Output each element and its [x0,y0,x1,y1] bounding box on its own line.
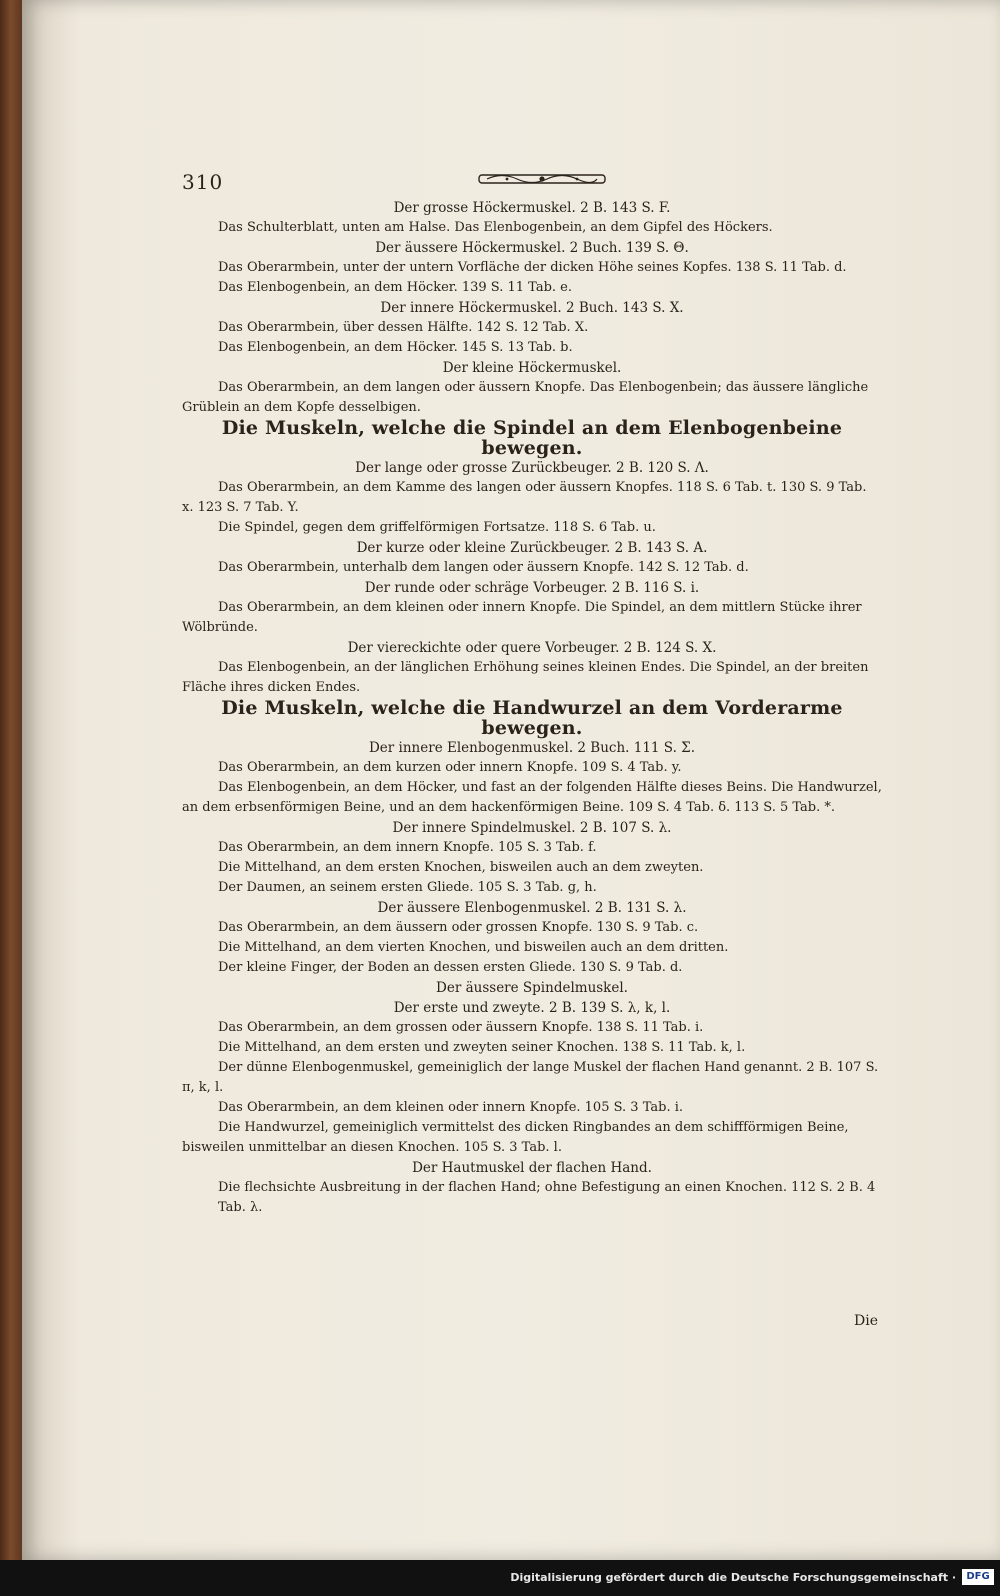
muscle-heading: Der kurze oder kleine Zurückbeuger. 2 B. 143 S. A. [356,540,708,556]
attachment-entry: Das Oberarmbein, unter der untern Vorfläche der dicken Höhe seines Kopfes. 138 S. 11 Tab. d. [218,260,847,275]
muscle-heading: Der lange oder grosse Zurückbeuger. 2 B. 120 S. Λ. [355,460,709,476]
muscle-heading: Der innere Spindelmuskel. 2 B. 107 S. λ. [392,820,672,836]
footer-bar [0,1560,1000,1596]
attachment-entry: Der Daumen, an seinem ersten Gliede. 105 S. 3 Tab. g, h. [218,880,597,895]
muscle-heading: Der runde oder schräge Vorbeuger. 2 B. 116 S. i. [364,580,700,596]
footer-credit: Digitalisierung gefördert durch die Deutsche Forschungsgemeinschaft · [510,1571,956,1584]
muscle-heading: Der innere Höckermuskel. 2 Buch. 143 S. X. [380,300,684,316]
attachment-entry: Das Oberarmbein, an dem langen oder äussern Knopfe. Das Elenbogenbein; das äussere längliche Grüblein an dem Kopfe desselbigen. [182,380,869,415]
section-heading: Die Muskeln, welche die Spindel an dem Elenbogenbeine bewegen. [221,417,843,459]
attachment-entry: Der kleine Finger, der Boden an dessen ersten Gliede. 130 S. 9 Tab. d. [218,960,683,975]
muscle-heading: Der Hautmuskel der flachen Hand. [412,1160,652,1176]
catchword: Die [854,1313,878,1329]
muscle-heading: Der viereckichte oder quere Vorbeuger. 2 B. 124 S. X. [347,640,717,656]
attachment-entry: Die Mittelhand, an dem ersten und zweyten seiner Knochen. 138 S. 11 Tab. k, l. [218,1040,746,1055]
attachment-entry: Das Elenbogenbein, an dem Höcker. 145 S. 13 Tab. b. [218,340,573,355]
attachment-entry: Das Oberarmbein, an dem kurzen oder innern Knopfe. 109 S. 4 Tab. y. [218,760,682,775]
muscle-heading: Der innere Elenbogenmuskel. 2 Buch. 111 S. Σ. [368,740,695,756]
attachment-entry: Die Mittelhand, an dem vierten Knochen, und bisweilen auch an dem dritten. [218,940,729,955]
attachment-entry: Das Oberarmbein, an dem grossen oder äussern Knopfe. 138 S. 11 Tab. i. [218,1020,704,1035]
attachment-entry: Das Elenbogenbein, an der länglichen Erhöhung seines kleinen Endes. Die Spindel, an der breiten Fläche ihres dicken Endes. [182,660,869,695]
attachment-entry: Das Oberarmbein, an dem kleinen oder innern Knopfe. 105 S. 3 Tab. i. [218,1100,684,1115]
ornament-icon [477,170,607,188]
attachment-entry: Das Oberarmbein, an dem kleinen oder innern Knopfe. Die Spindel, an dem mittlern Stücke ihrer Wölbründe. [182,600,862,635]
attachment-entry: Die Spindel, gegen dem griffelförmigen Fortsatze. 118 S. 6 Tab. u. [218,520,656,535]
page-number: 310 [182,170,224,194]
attachment-entry: Das Elenbogenbein, an dem Höcker. 139 S. 11 Tab. e. [218,280,572,295]
attachment-entry: Das Oberarmbein, an dem Kamme des langen oder äussern Knopfes. 118 S. 6 Tab. t. 130 S. 9 Tab. x. 123 S. 7 Tab. Y. [182,480,867,515]
muscle-heading: Der grosse Höckermuskel. 2 B. 143 S. F. [393,200,671,216]
muscle-heading: Der erste und zweyte. 2 B. 139 S. λ, k, l. [393,1000,671,1016]
muscle-heading: Der äussere Spindelmuskel. [436,980,628,996]
attachment-entry: Die Mittelhand, an dem ersten Knochen, bisweilen auch an dem zweyten. [218,860,704,875]
book-page [22,0,1000,1560]
attachment-entry: Der dünne Elenbogenmuskel, gemeiniglich der lange Muskel der flachen Hand genannt. 2 B. 107 S. π, k, l. [182,1060,879,1095]
attachment-entry: Die flechsichte Ausbreitung in der flachen Hand; ohne Befestigung an einen Knochen. 112 S. 2 B. 4 Tab. λ. [218,1180,876,1215]
attachment-entry: Die Handwurzel, gemeiniglich vermittelst des dicken Ringbandes an dem schiffförmigen Beine, bisweilen unmittelbar an diesen Knochen. 105 S. 3 Tab. l. [182,1120,849,1155]
attachment-entry: Das Oberarmbein, an dem äussern oder grossen Knopfe. 130 S. 9 Tab. c. [218,920,699,935]
attachment-entry: Das Oberarmbein, unterhalb dem langen oder äussern Knopfe. 142 S. 12 Tab. d. [218,560,749,575]
page-text [182,198,882,1218]
muscle-heading: Der kleine Höckermuskel. [442,360,622,376]
book-spine [0,0,24,1560]
section-heading: Die Muskeln, welche die Handwurzel an dem Vorderarme bewegen. [221,697,843,739]
dfg-logo: DFG [962,1569,994,1585]
muscle-heading: Der äussere Höckermuskel. 2 Buch. 139 S. Θ. [375,240,689,256]
attachment-entry: Das Oberarmbein, über dessen Hälfte. 142 S. 12 Tab. X. [218,320,589,335]
attachment-entry: Das Elenbogenbein, an dem Höcker, und fast an der folgenden Hälfte dieses Beins. Die Handwurzel, an dem erbsenförmigen Beine, und an dem hackenförmigen Beine. 109 S. 4 Tab. δ. 113 S. 5 Tab. *. [182,780,882,815]
attachment-entry: Das Oberarmbein, an dem innern Knopfe. 105 S. 3 Tab. f. [218,840,597,855]
attachment-entry: Das Schulterblatt, unten am Halse. Das Elenbogenbein, an dem Gipfel des Höckers. [218,220,773,235]
muscle-heading: Der äussere Elenbogenmuskel. 2 B. 131 S. λ. [377,900,687,916]
